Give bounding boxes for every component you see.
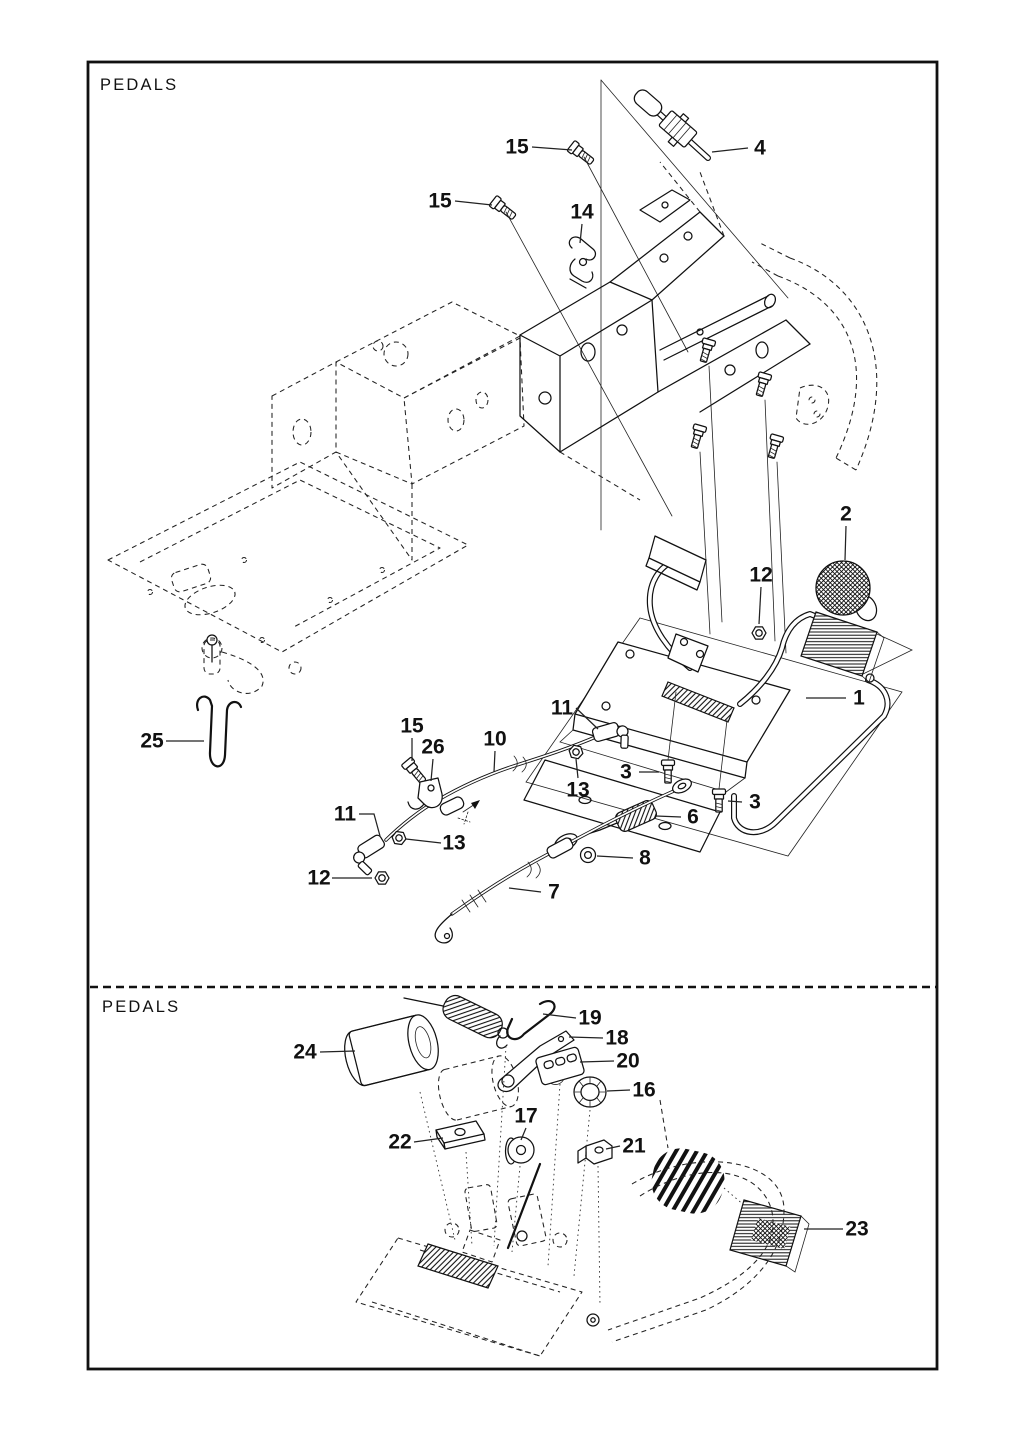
top-section-art [108,80,912,943]
section-title-top: PEDALS [100,76,179,94]
callout-label-12: 12 [307,866,331,890]
diagram-border [88,62,937,1369]
plate-22 [436,1121,485,1149]
callout-label-13: 13 [442,831,466,855]
callout-label-12: 12 [749,563,773,587]
section-title-bottom: PEDALS [102,998,181,1016]
callout-leader-7 [509,888,541,892]
callout-leader-2 [845,526,846,560]
callout-leader-26 [431,759,433,781]
callout-label-22: 22 [388,1130,412,1154]
callout-label-11: 11 [333,802,357,826]
callout-leader-11 [359,814,380,836]
callout-label-3: 3 [620,760,632,784]
steering-tower-frame [520,162,810,500]
callout-label-7: 7 [548,880,560,904]
callout-label-18: 18 [605,1026,629,1050]
hook-25 [197,697,241,767]
callout-leader-6 [656,816,681,817]
knob-2-and-pedal-pad [801,561,912,682]
bottom-section-art [340,992,809,1356]
ring-16 [574,1077,606,1107]
callout-label-17: 17 [514,1104,538,1128]
callout-label-14: 14 [570,200,594,224]
callout-label-15: 15 [505,135,529,159]
callout-leader-13 [406,839,441,843]
callout-label-6: 6 [687,805,699,829]
callout-label-1: 1 [853,686,865,710]
part-4-rod-assembly [631,87,708,158]
ring-8 [581,848,596,863]
cable-7-assembly [435,776,693,943]
callout-label-4: 4 [754,136,766,160]
callout-leader-15 [532,147,572,150]
callout-label-15: 15 [400,714,424,738]
ribbed-sleeve [646,1100,752,1219]
callout-label-24: 24 [293,1040,317,1064]
clip-21 [578,1140,612,1164]
nut-12-lower [375,872,389,884]
nut-12-upper [752,627,766,639]
screw-15-upper-right [567,140,688,352]
callout-label-3: 3 [749,790,761,814]
callout-leader-3 [728,801,742,802]
bracket-26 [418,778,442,808]
callout-label-19: 19 [578,1006,602,1030]
callout-label-26: 26 [421,735,445,759]
callout-label-2: 2 [840,502,852,526]
callout-label-25: 25 [140,729,164,753]
roller-17 [506,1137,535,1164]
callout-leader-12 [759,587,761,624]
callout-leader-10 [494,751,495,772]
callout-leader-20 [580,1061,614,1062]
callout-label-11: 11 [550,696,574,720]
callout-leader-4 [712,148,748,152]
callout-leader-18 [569,1037,603,1038]
callouts-top [140,136,865,904]
frame-mounting-bolts [688,338,786,653]
callout-label-20: 20 [616,1049,640,1073]
callout-label-10: 10 [483,727,507,751]
callout-leader-15 [455,201,492,205]
chassis-frame-ghost [108,302,524,693]
callout-label-8: 8 [639,846,651,870]
callout-label-13: 13 [566,778,590,802]
screw-15-upper-left [489,195,672,516]
callout-leader-8 [597,856,633,858]
callout-label-21: 21 [622,1134,646,1158]
callout-leader-24 [320,1051,355,1052]
callout-label-16: 16 [632,1078,656,1102]
callout-leader-16 [607,1090,630,1091]
clamp-14 [569,237,595,288]
callout-leader-13 [576,759,578,778]
pedal-pad-23 [730,1200,809,1272]
callout-label-15: 15 [428,189,452,213]
callout-label-23: 23 [845,1217,869,1241]
